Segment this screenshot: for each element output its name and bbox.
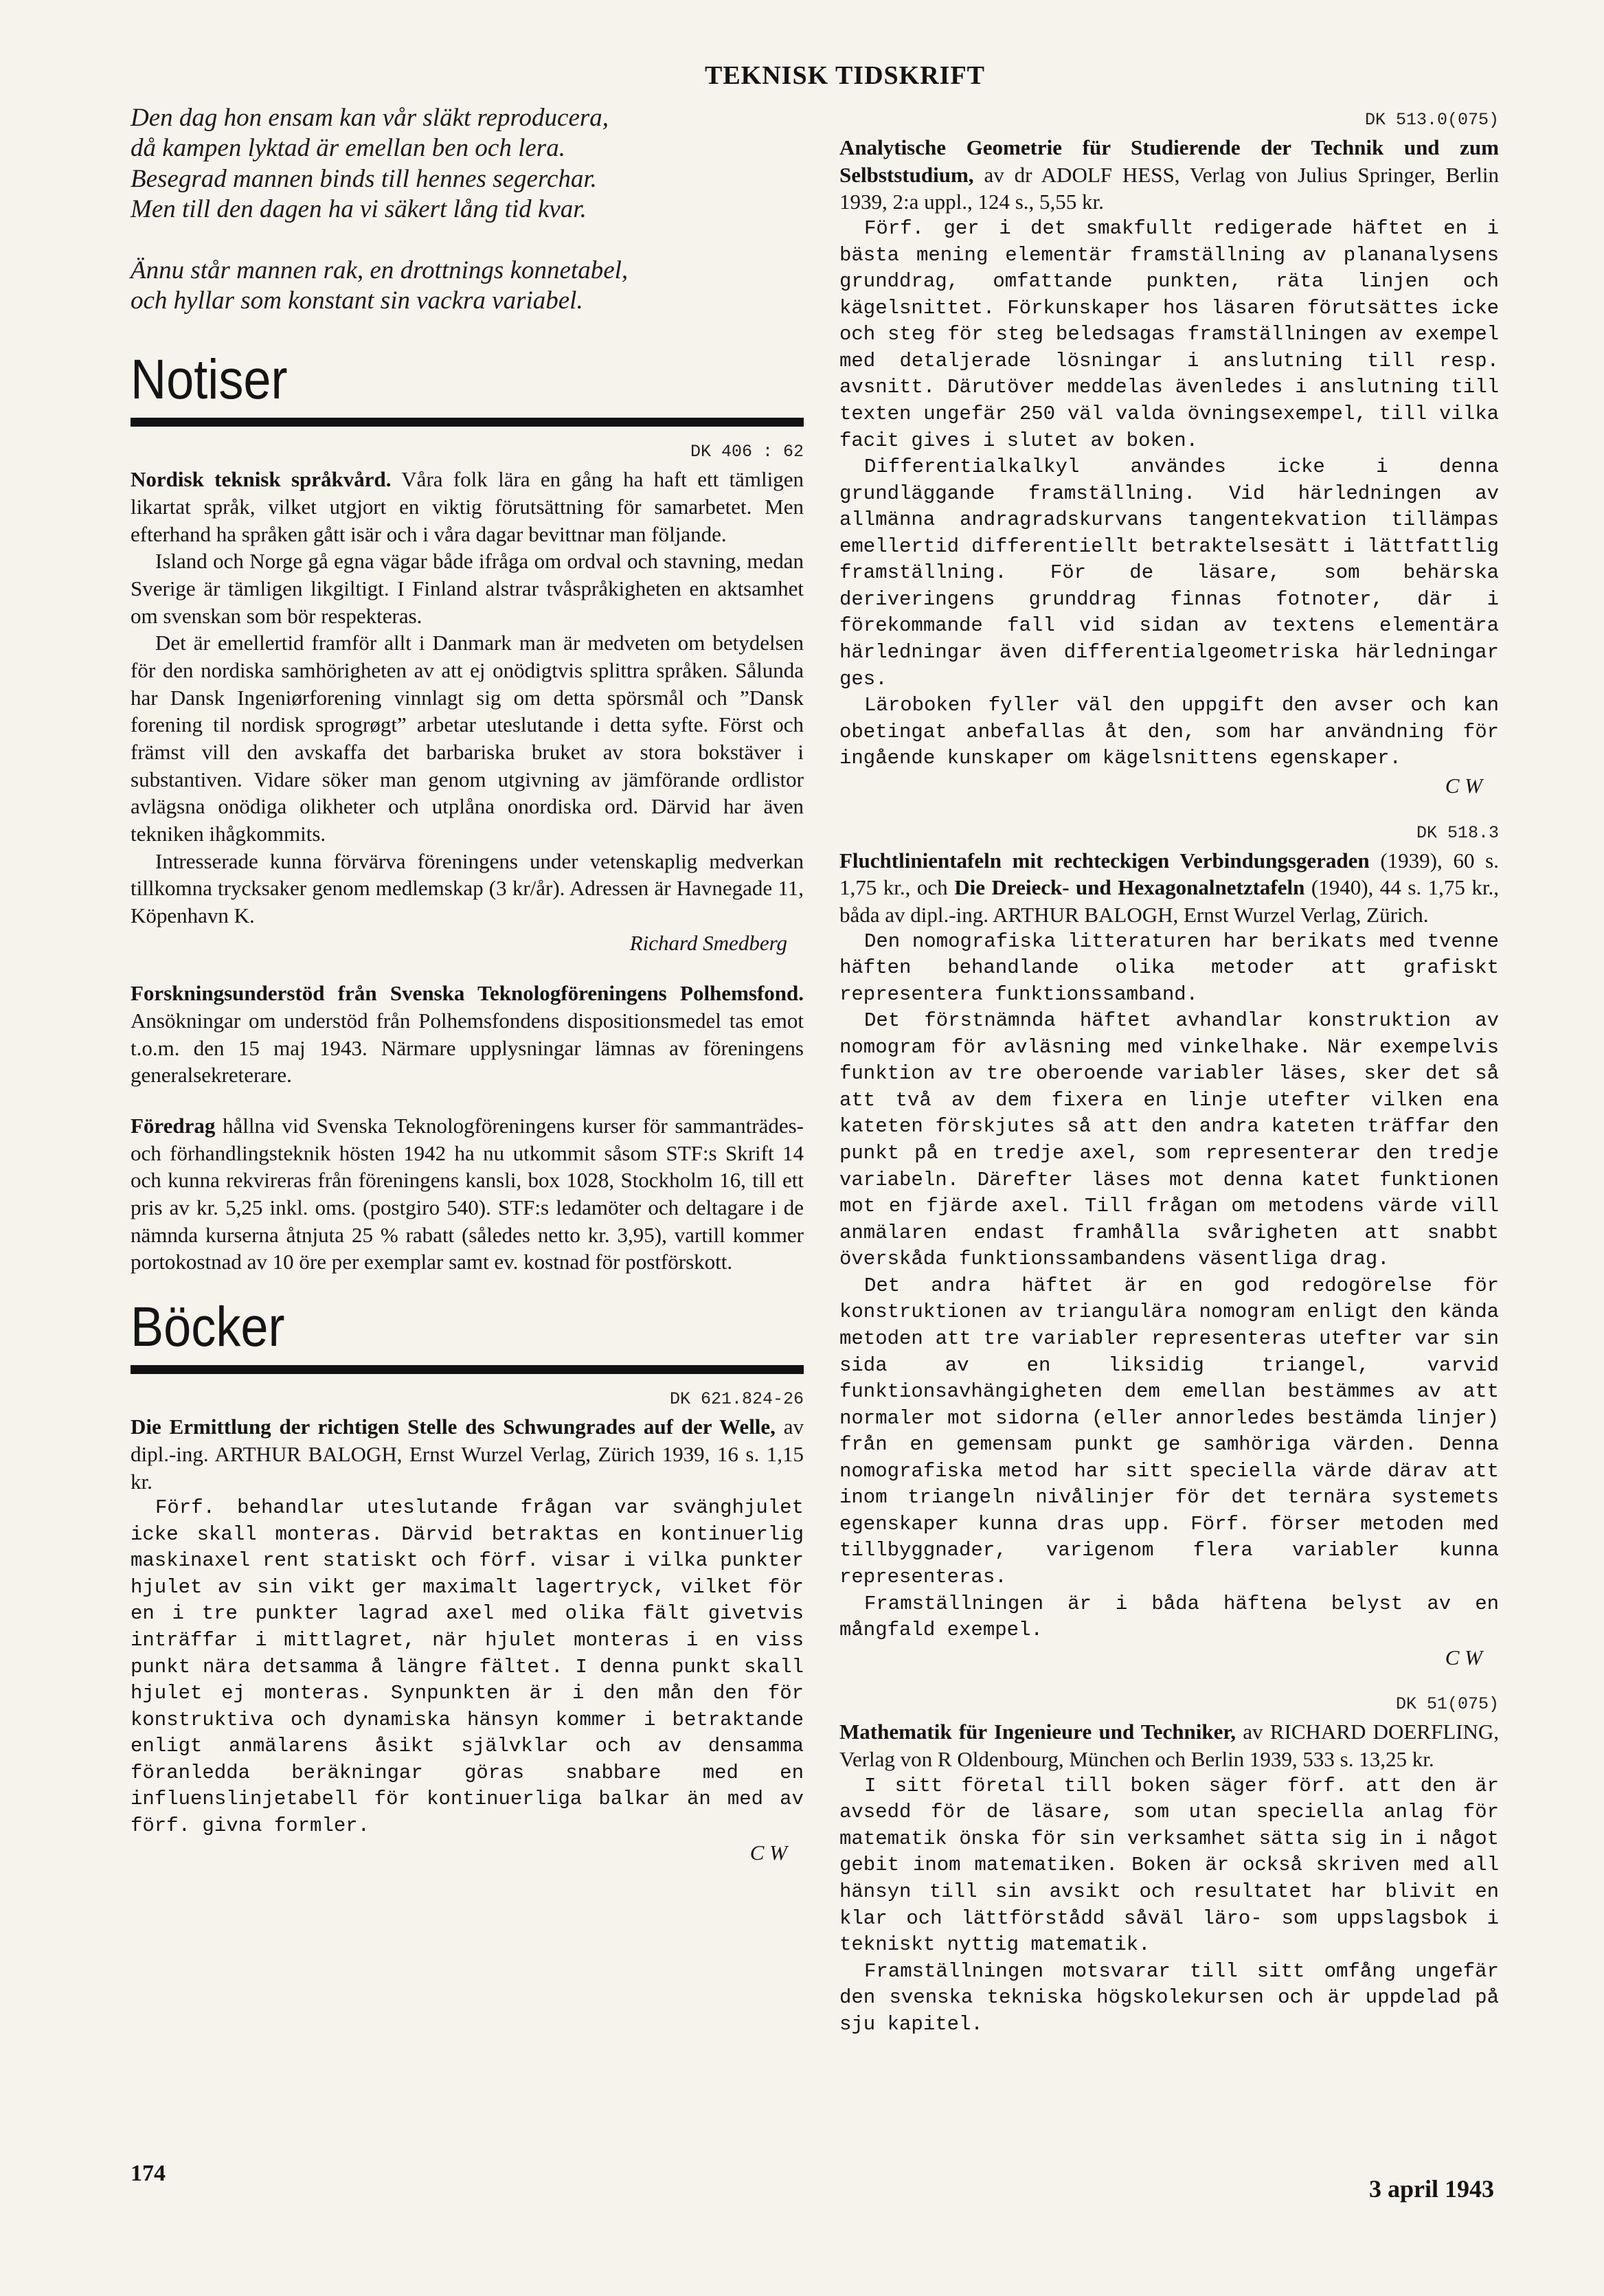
poem-line: och hyllar som konstant sin vackra variabel. [131,286,583,315]
journal-header: TEKNISK TIDSKRIFT [704,61,986,90]
notiser-title: Notiser [131,348,288,412]
right-column [839,110,1499,2061]
article-text: Intresserade kunna förvärva föreningens under vetenskaplig medverkan tillkomna trycksaker genom medlemskap (3 kr/år). Adressen är Havnegade 11, Köpenhavn K. [131,848,804,928]
poem-line: då kampen lyktad är emellan ben och lera. [131,134,565,163]
poem-line: Men till den dagen ha vi säkert lång tid kvar. [131,195,587,224]
article-heading: Nordisk teknisk språkvård. [131,467,392,492]
article-foredrag [131,1112,804,1276]
signature: C W [749,1841,787,1865]
review-fluchtlinien [839,847,1499,1672]
book-title: Fluchtlinientafeln mit rechteckigen Verbindungsgeraden [839,848,1370,873]
book-biblio: (1940), 44 s. 1,75 kr., båda av dipl.-ing. ARTHUR BALOGH, Ernst Wurzel Verlag, Zürich. [839,875,1500,927]
article-sprakvard [131,466,804,956]
article-text: Våra folk lära en gång ha haft ett tämligen likartat språk, vilket utgjort en viktig förutsättning för samarbetet. Men efterhand ha språken gått isär och i våra dagar bevittnar man följande. [131,467,804,546]
left-column [131,103,804,1890]
signature: C W [1445,1645,1482,1669]
review-text: I sitt företal till boken säger förf. att den är avsedd för de läsare, som utan speciella anlag för matematik önska för sin verksamhet sätta sig in i något gebit inom matematiken. Boken är också skriven med all hänsyn till sin avsikt och resultatet har blivit en klar och lättförstådd såväl läro- som uppslagsbok i tekniskt nyttig matematik. [839,1774,1499,1957]
book-biblio: av dipl.-ing. ARTHUR BALOGH, Ernst Wurzel Verlag, Zürich 1939, 16 s. 1,15 kr. [131,1415,804,1494]
review-text: Framställningen är i båda häftena belyst av en mångfald exempel. [839,1592,1499,1642]
page-number: 174 [131,2161,166,2186]
poem-line: Besegrad mannen binds till hennes segerchar. [131,164,597,193]
book-title: Die Dreieck- und Hexagonalnetztafeln [954,875,1305,900]
book-biblio: (1939), 60 s. 1,75 kr., och [839,848,1499,900]
dk-code: DK 513.0(075) [1364,110,1499,130]
book-biblio: av RICHARD DOERFLING, Verlag von R Oldenbourg, München och Berlin 1939, 533 s. 13,25 kr. [839,1720,1500,1772]
poem-line: Ännu står mannen rak, en drottnings konnetabel, [131,256,629,284]
review-text: Differentialkalkyl användes icke i denna grundläggande framställning. Vid härledningen av allmänna andragradskurvans tangentekvation tillämpas emellertid differentiellt betraktelsesätt i lättfattlig framställning. För de läsare, som behärska deriveringens grunddrag finnas fotnoter, där i förekommande fall vid sidan av textens elementära härledningar även differentialgeometriska härledningar ges. [839,455,1499,690]
review-text: Förf. behandlar uteslutande frågan var svänghjulet icke skall monteras. Därvid betraktas en kontinuerlig maskinaxel rent statiskt och förf. visar i vilka punkter hjulet av sin vikt ger maximalt lagertryck, vilket för en i tre punkter lagrad axel med olika fält givetvis inträffar i mittlagret, när hjulet monteras i en viss punkt nära detsamma å längre fältet. I denna punkt skall hjulet ej monteras. Synpunkten är i den mån den för konstruktiva och dynamiska hänsyn kommer i betraktande enligt anmälarens åsikt självklar och av densamma föranledda beräkningar göras snabbare med en influenslinjetabell för kontinuerliga balkar än med av förf. givna formler. [131,1496,804,1837]
article-text: Ansökningar om understöd från Polhemsfondens dispositionsmedel tas emot t.o.m. den 15 maj 1943. Närmare upplysningar lämnas av föreningens generalsekreterare. [131,1009,804,1088]
book-title: Analytische Geometrie für Studierende der Technik und zum Selbststudium, [839,135,1499,187]
review-analytische [839,134,1499,800]
article-text: Det är emellertid framför allt i Danmark man är medveten om betydelsen för den nordiska samhörigheten av att ej onödigtvis splittra språken. Sålunda har Dansk Ingeniørforening vinnlagt sig om detta spörsmål och ”Dansk forening til nordisk sprogrøgt” arbetar uteslutande i detta syfte. Först och främst vill den avskaffa det barbariska bruket av stora bokstäver i substantiven. Vidare söker man genom utgivning av jämförande ordlistor avlägsna onödiga olikheter och utplåna onordiska ord. Därvid har även tekniken ihågkommits. [131,631,804,846]
book-title: Mathematik für Ingenieure und Techniker, [839,1720,1236,1744]
bocker-title: Böcker [131,1296,285,1359]
poem [131,103,804,316]
book-biblio: av dr ADOLF HESS, Verlag von Julius Springer, Berlin 1939, 2:a uppl., 124 s., 5,55 kr. [839,162,1500,214]
review-text: Det andra häftet är en god redogörelse för konstruktionen av triangulära nomogram enligt den kända metoden att tre variabler representeras utefter var sin sida av en liksidig triangel, varvid funktionsavhängigheten dem emellan bestämmes av att normaler mot sidorna (eller annorledes bestämda linjer) från en gemensam punkt ge samhöriga värden. Denna nomografiska metod har sitt speciella värde därav att inom triangeln nivålinjer för det ternära systemets egenskaper kunna dras upp. Förf. förser metoden med tillbyggnader, varigenom flera variabler kunna representeras. [839,1274,1499,1589]
article-heading: Forskningsunderstöd från Svenska Teknologföreningens Polhemsfond. [131,981,804,1006]
dk-code: DK 621.824-26 [669,1389,804,1410]
review-mathematik [839,1718,1499,2038]
review-text: Det förstnämnda häftet avhandlar konstruktion av nomogram för avläsning med vinkelhake. När exempelvis funktion av tre oberoende variabler läses, sker det så att två av dem fixera en linje utefter vilken ena kateten förskjutes så att den andra kateten träffar den punkt på en tredje axel, som representerar den tredje variabeln. Därefter läses mot denna katet funktionen mot en fjärde axel. Till frågan om metodens värde vill anmälaren endast framhålla svårigheten att snabbt överskåda funktionssambandens väsentliga drag. [839,1009,1499,1271]
book-title: Die Ermittlung der richtigen Stelle des Schwungrades auf der Welle, [131,1415,776,1439]
article-heading: Föredrag [131,1114,216,1138]
article-text: hållna vid Svenska Teknologföreningens kurser för sammanträdes- och förhandlingsteknik hösten 1942 ha nu utkommit såsom STF:s Skrift 14 och kunna rekvireras från föreningens kansli, box 1028, Stockholm 16, till ett pris av kr. 5,25 inkl. oms. (postgiro 540). STF:s ledamöter och deltagare i de nämnda kurserna åtnjuta 25 % rabatt (således netto kr. 3,95), vartill kommer portokostnad av 10 öre per exemplar samt ev. kostnad för postförskott. [131,1114,804,1274]
signature: C W [1445,773,1482,798]
review-text: Den nomografiska litteraturen har berikats med tvenne häften behandlande olika metoder att grafiskt representera funktionssamband. [839,930,1499,1006]
review-text: Framställningen motsvarar till sitt omfång ungefär den svenska tekniska högskolekursen och är uppdelad på sju kapitel. [839,1959,1499,2036]
dk-code: DK 518.3 [1416,822,1499,843]
section-rule [131,418,804,427]
article-text: Island och Norge gå egna vägar både ifråga om ordval och stavning, medan Sverige är tämligen likgiltigt. I Finland alstrar tvåspråkigheten en aktsamhet om svenskan som bör respekteras. [131,549,804,628]
review-text: Förf. ger i det smakfullt redigerade häftet en i bästa mening elementär framställning av plananalysens grunddrag, omfattande punkten, räta linjen och kägelsnittet. Förkunskaper hos läsaren förutsättes icke och steg för steg beledsagas framställningen av exempel med detaljerade lösningar i anslutning till resp. avsnitt. Därutöver meddelas ävenledes i anslutning till texten ungefär 250 väl valda övningsexempel, till vilka facit gives i slutet av boken. [839,217,1499,452]
dk-code: DK 406 : 62 [690,442,804,462]
issue-date: 3 april 1943 [1368,2175,1494,2203]
dk-code: DK 51(075) [1395,1694,1499,1715]
section-rule [131,1365,804,1374]
article-forskning [131,980,804,1089]
review-text: Läroboken fyller väl den uppgift den avser och kan obetingat anbefallas åt den, som har användning för ingående kunskaper om kägelsnittens egenskaper. [839,694,1499,770]
signature: Richard Smedberg [629,930,787,955]
review-ermittlung [131,1413,804,1867]
poem-line: Den dag hon ensam kan vår släkt reproducera, [131,104,609,132]
